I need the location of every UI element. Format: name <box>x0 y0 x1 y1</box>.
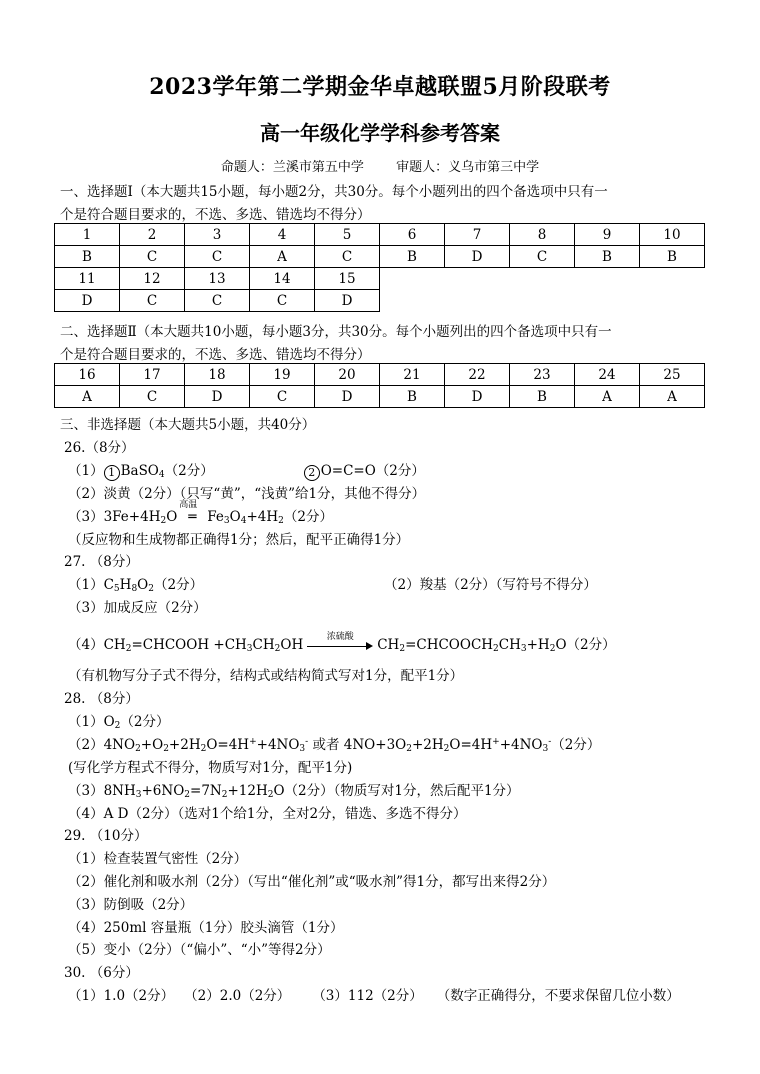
question-number: 18 <box>185 364 250 386</box>
answer-cell: C <box>185 290 250 312</box>
q30-part3: （3）112（2分） <box>312 988 423 1004</box>
answer-cell: B <box>380 386 445 408</box>
q30-answers <box>68 984 680 1004</box>
question-number: 19 <box>250 364 315 386</box>
answer-cell: C <box>120 386 185 408</box>
q29-part1: （1）检查装置气密性（2分） <box>68 851 248 867</box>
question-number: 20 <box>315 364 380 386</box>
question-number: 25 <box>640 364 705 386</box>
table-row <box>55 386 705 408</box>
q28-part1: $(1)O_2(2$分） <box>68 714 170 731</box>
question-number: 14 <box>250 268 315 290</box>
question-number: 4 <box>250 224 315 246</box>
q29-heading: 29. （10分） <box>64 828 148 844</box>
answer-cell: C <box>120 290 185 312</box>
question-number: 6 <box>380 224 445 246</box>
q27-part1: $(1)C_5H_8O_2(2$分） <box>68 577 204 594</box>
q29-part2: （2）催化剂和吸水剂（2分）（写出“催化剂”或“吸水剂”得1分，都写出来得2分） <box>68 874 556 890</box>
q27-part4-equation: $(4)CH_2=CHCOOH +CH_3CH_2OH$ 浓硫酸 $CH_2=CHCOOCH_2CH_3+H_2O(2$分） <box>68 631 616 654</box>
answer-cell: D <box>55 290 120 312</box>
table-row <box>55 364 705 386</box>
section1-instructions-2: 个是符合题目要求的，不选、多选、错选均不得分） <box>60 207 371 223</box>
q26-part3-equation: $(3)3Fe+4H_2O$ 高温 ═ $Fe_3O_4+4H_2(2$分） <box>68 500 333 526</box>
circled-number: 2 <box>304 465 320 481</box>
setter: 命题人：兰溪市第五中学 <box>220 160 364 175</box>
q30-part2: （2）2.0（2分） <box>184 988 291 1004</box>
question-number: 15 <box>315 268 380 290</box>
circled-number: 1 <box>104 465 120 481</box>
question-number: 23 <box>510 364 575 386</box>
answer-cell: A <box>250 246 315 268</box>
answer-table-2 <box>54 363 705 408</box>
question-number: 10 <box>640 224 705 246</box>
q29-part3: （3）防倒吸（2分） <box>68 897 194 913</box>
question-number: 12 <box>120 268 185 290</box>
q28-heading: 28. （8分） <box>64 691 139 707</box>
question-number: 7 <box>445 224 510 246</box>
table-row <box>55 268 705 290</box>
section3-heading: 三、非选择题（本大题共5小题，共40分） <box>60 417 316 433</box>
table-row <box>55 290 705 312</box>
table-row <box>55 246 705 268</box>
answer-cell: B <box>510 386 575 408</box>
page-subtitle: 高一年级化学学科参考答案 <box>260 121 500 145</box>
q26-heading: 26.（8分） <box>64 440 135 456</box>
question-number: 21 <box>380 364 445 386</box>
page-title: 2023学年第二学期金华卓越联盟5月阶段联考 <box>149 74 611 100</box>
q27-heading: 27. （8分） <box>64 554 139 570</box>
question-number: 13 <box>185 268 250 290</box>
q28-part2-equations: $(2)4NO_2+O_2+2H_2O=4H^++4NO_3^-$ 或者 $4NO+3O_2+2H_2O=4H^++4NO_3^-(2$分） <box>68 737 601 754</box>
answer-cell: D <box>445 246 510 268</box>
answer-cell: B <box>380 246 445 268</box>
reviewer: 审题人：义乌市第三中学 <box>396 160 540 175</box>
answer-cell: C <box>510 246 575 268</box>
q26-note: （反应物和生成物都正确得1分；然后，配平正确得1分） <box>68 532 410 548</box>
q27-note: （有机物写分子式不得分，结构式或结构简式写对1分，配平1分） <box>68 668 464 684</box>
answer-table-1 <box>54 223 705 312</box>
question-number: 8 <box>510 224 575 246</box>
q30-note: （数字正确得分，不要求保留几位小数） <box>436 988 680 1004</box>
question-number: 3 <box>185 224 250 246</box>
q26-part1: （1） 1 BaSO$_4$（2分） 2 O=C=O（2分） <box>68 463 425 480</box>
q28-part4: （4）A D（2分）（选对1个给1分，全对2分，错选、多选不得分） <box>68 806 467 822</box>
question-number: 11 <box>55 268 120 290</box>
question-number: 2 <box>120 224 185 246</box>
answer-cell: A <box>55 386 120 408</box>
q27-part2: （2）羧基（2分）（写符号不得分） <box>384 577 597 593</box>
question-number: 22 <box>445 364 510 386</box>
section2-instructions-2: 个是符合题目要求的，不选、多选、错选均不得分） <box>60 347 371 363</box>
answer-cell: D <box>185 386 250 408</box>
reaction-arrow: 浓硫酸 <box>307 639 373 653</box>
question-number: 5 <box>315 224 380 246</box>
question-number: 17 <box>120 364 185 386</box>
answer-cell: B <box>575 246 640 268</box>
answer-cell: C <box>315 246 380 268</box>
answer-cell: C <box>120 246 185 268</box>
question-number: 24 <box>575 364 640 386</box>
table-row <box>55 224 705 246</box>
q30-heading: 30. （6分） <box>64 965 139 981</box>
answer-cell: C <box>250 386 315 408</box>
answer-cell: D <box>315 290 380 312</box>
q29-part5: （5）变小（2分）（“偏小”、“小”等得2分） <box>68 942 331 958</box>
section1-instructions-1: 一、选择题Ⅰ（本大题共15小题，每小题2分，共30分。每个小题列出的四个备选项中只有一 <box>60 184 608 200</box>
authors-line <box>0 156 760 175</box>
q28-part3-equation: $(3)8NH_3+6NO_2=7N_2+12H_2O(2$分）（物质写对1分，然后配平1分） <box>68 783 520 800</box>
answer-cell: A <box>575 386 640 408</box>
answer-cell: A <box>640 386 705 408</box>
answer-cell: C <box>250 290 315 312</box>
q26-part2: （2）淡黄（2分）（只写“黄”，“浅黄”给1分，其他不得分） <box>68 486 426 502</box>
question-number: 9 <box>575 224 640 246</box>
section2-instructions-1: 二、选择题Ⅱ（本大题共10小题，每小题3分，共30分。每个小题列出的四个备选项中只有一 <box>60 324 612 340</box>
question-number: 16 <box>55 364 120 386</box>
question-number: 1 <box>55 224 120 246</box>
equals-condition: 高温 ═ <box>179 500 198 525</box>
q27-part3: （3）加成反应（2分） <box>68 600 207 616</box>
answer-cell: D <box>445 386 510 408</box>
answer-cell: B <box>55 246 120 268</box>
answer-cell: C <box>185 246 250 268</box>
q29-part4: （4）250ml 容量瓶（1分）胶头滴管（1分） <box>68 920 344 936</box>
answer-cell: B <box>640 246 705 268</box>
q30-part1: （1）1.0（2分） <box>68 988 175 1004</box>
answer-cell: D <box>315 386 380 408</box>
q28-note: (写化学方程式不得分，物质写对1分，配平1分) <box>68 760 353 776</box>
